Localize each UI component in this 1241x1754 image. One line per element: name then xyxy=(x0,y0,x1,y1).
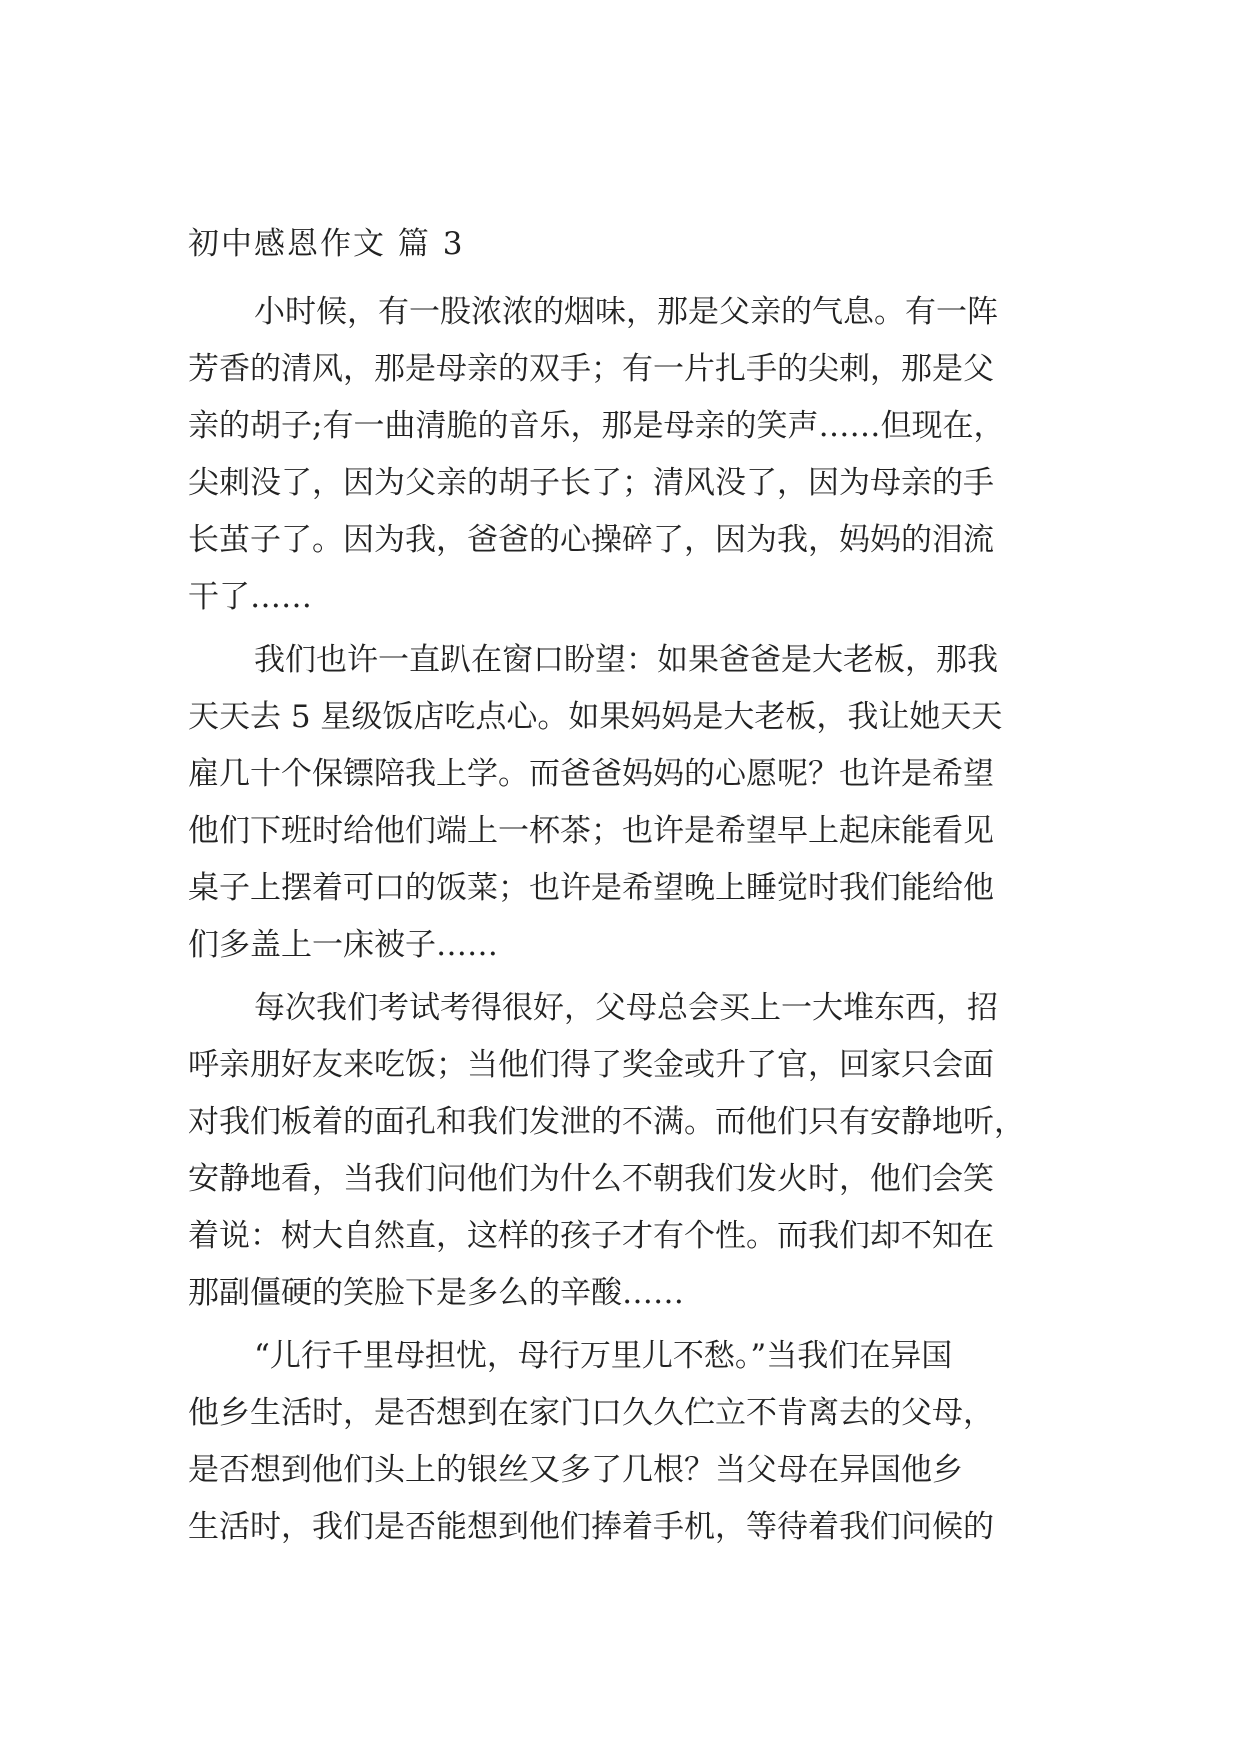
text-line: 他乡生活时，是否想到在家门口久久伫立不肯离去的父母， xyxy=(188,1395,994,1431)
text-line: 尖刺没了，因为父亲的胡子长了；清风没了，因为母亲的手 xyxy=(188,465,994,501)
text-line: 干了…… xyxy=(188,579,312,615)
text-line: 亲的胡子;有一曲清脆的音乐，那是母亲的笑声……但现在， xyxy=(188,408,1005,444)
text-line: 桌子上摆着可口的饭菜；也许是希望晚上睡觉时我们能给他 xyxy=(188,870,994,906)
text-line: 他们下班时给他们端上一杯茶；也许是希望早上起床能看见 xyxy=(188,813,994,849)
text-line: 我们也许一直趴在窗口盼望：如果爸爸是大老板，那我 xyxy=(254,642,998,678)
text-line: 对我们板着的面孔和我们发泄的不满。而他们只有安静地听， xyxy=(188,1104,1025,1140)
text-line: 小时候，有一股浓浓的烟味，那是父亲的气息。有一阵 xyxy=(254,294,998,330)
text-line: 着说：树大自然直，这样的孩子才有个性。而我们却不知在 xyxy=(188,1218,994,1254)
text-line: 呼亲朋好友来吃饭；当他们得了奖金或升了官，回家只会面 xyxy=(188,1047,994,1083)
text-line: 长茧子了。因为我，爸爸的心操碎了，因为我，妈妈的泪流 xyxy=(188,522,994,558)
document-title: 初中感恩作文 篇 3 xyxy=(188,226,465,262)
text-line: 天天去 5 星级饭店吃点心。如果妈妈是大老板，我让她天天 xyxy=(188,699,1003,735)
text-line: 每次我们考试考得很好，父母总会买上一大堆东西，招 xyxy=(254,990,998,1026)
text-line: 芳香的清风，那是母亲的双手；有一片扎手的尖刺，那是父 xyxy=(188,351,994,387)
text-line: 生活时，我们是否能想到他们捧着手机，等待着我们问候的 xyxy=(188,1509,994,1545)
text-line: 是否想到他们头上的银丝又多了几根？当父母在异国他乡 xyxy=(188,1452,963,1488)
text-line: 那副僵硬的笑脸下是多么的辛酸…… xyxy=(188,1275,684,1311)
text-line: 们多盖上一床被子…… xyxy=(188,927,498,963)
text-line: 雇几十个保镖陪我上学。而爸爸妈妈的心愿呢？也许是希望 xyxy=(188,756,994,792)
text-line: 安静地看，当我们问他们为什么不朝我们发火时，他们会笑 xyxy=(188,1161,994,1197)
text-line: “儿行千里母担忧，母行万里儿不愁。”当我们在异国 xyxy=(254,1338,953,1374)
